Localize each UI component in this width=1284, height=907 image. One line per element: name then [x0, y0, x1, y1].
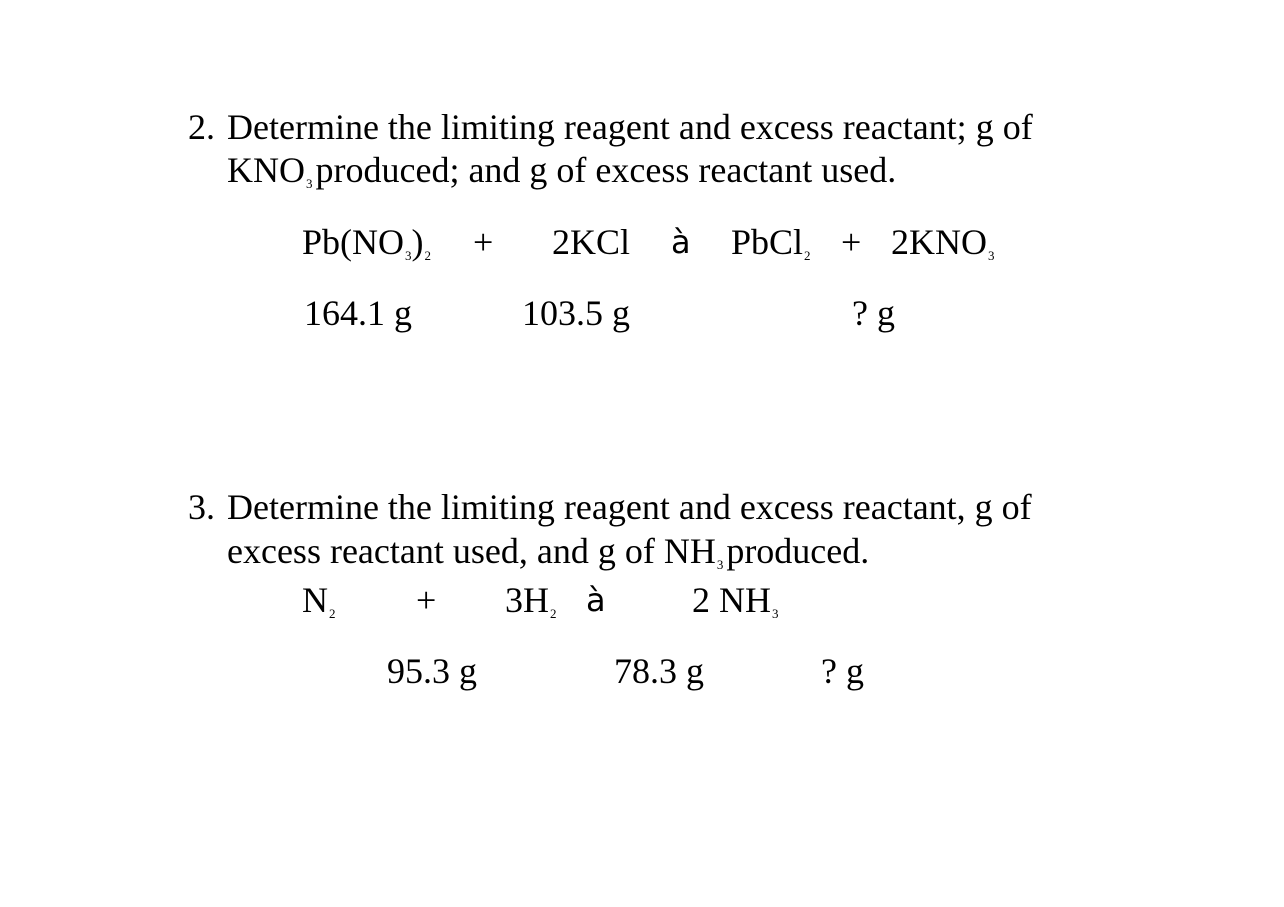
problem-2-reactant-1-formula: Pb(NO: [302, 222, 405, 262]
problem-2-product-2: [891, 224, 998, 262]
problem-3-reactant-2-sub: 2: [550, 606, 557, 621]
problem-2-line-1: Determine the limiting reagent and excess reactant; g of: [227, 107, 1033, 147]
problem-2-product-1-formula: PbCl: [731, 222, 804, 262]
problem-2-product-1-sub: 2: [804, 248, 811, 263]
problem-2-plus-1: +: [473, 222, 494, 262]
problem-2-line-2-pre: KNO: [227, 150, 305, 190]
problem-2-reactant-1-paren: ): [411, 222, 424, 262]
problem-3-reactant-2-formula: 3H: [505, 580, 549, 620]
problem-2-amount-1: 164.1 g: [304, 293, 412, 333]
problem-2-reactant-2: 2KCl: [552, 222, 631, 262]
problem-2-reactant-1-sub-1: 3: [405, 248, 412, 263]
problem-3-reactant-1-sub: 2: [329, 606, 336, 621]
problem-3-product-1: [692, 582, 782, 620]
problem-3-amount-2: 78.3 g: [614, 651, 704, 691]
problem-3-arrow-icon: à: [586, 581, 606, 619]
problem-3-reactant-2: [505, 582, 560, 620]
problem-2-reactant-1: [302, 224, 434, 262]
problem-2-amount-3: ? g: [852, 293, 895, 333]
problem-2-line-2: [227, 152, 896, 190]
problem-3-plus-1: +: [416, 580, 437, 620]
problem-2-arrow-icon: à: [671, 223, 691, 261]
problem-3-number: 3.: [188, 487, 215, 527]
problem-2-amount-2: 103.5 g: [522, 293, 630, 333]
problem-2-product-2-formula: 2KNO: [891, 222, 987, 262]
problem-3-line-2: [227, 533, 869, 571]
problem-2-product-2-sub: 3: [988, 248, 995, 263]
problem-2-line-2-sub: 3: [306, 176, 313, 191]
problem-3-amount-1: 95.3 g: [387, 651, 477, 691]
problem-3-line-1: Determine the limiting reagent and excess reactant, g of: [227, 487, 1032, 527]
problem-3-line-2-post: produced.: [726, 531, 870, 571]
problem-3-product-1-sub: 3: [772, 606, 779, 621]
problem-2-product-1: [731, 224, 814, 262]
problem-3-reactant-1: [302, 582, 339, 620]
problem-2-plus-2: +: [841, 222, 862, 262]
problem-2-reactant-1-sub-2: 2: [424, 248, 432, 263]
problem-2-number: 2.: [188, 107, 215, 147]
problem-3-reactant-1-formula: N: [302, 580, 328, 620]
problem-3-amount-3: ? g: [821, 651, 864, 691]
problem-3-product-1-formula: 2 NH: [692, 580, 771, 620]
problem-3-line-2-pre: excess reactant used, and g of NH: [227, 531, 716, 571]
problem-2-line-2-post: produced; and g of excess reactant used.: [315, 150, 897, 190]
problem-3-line-2-sub: 3: [716, 557, 724, 572]
